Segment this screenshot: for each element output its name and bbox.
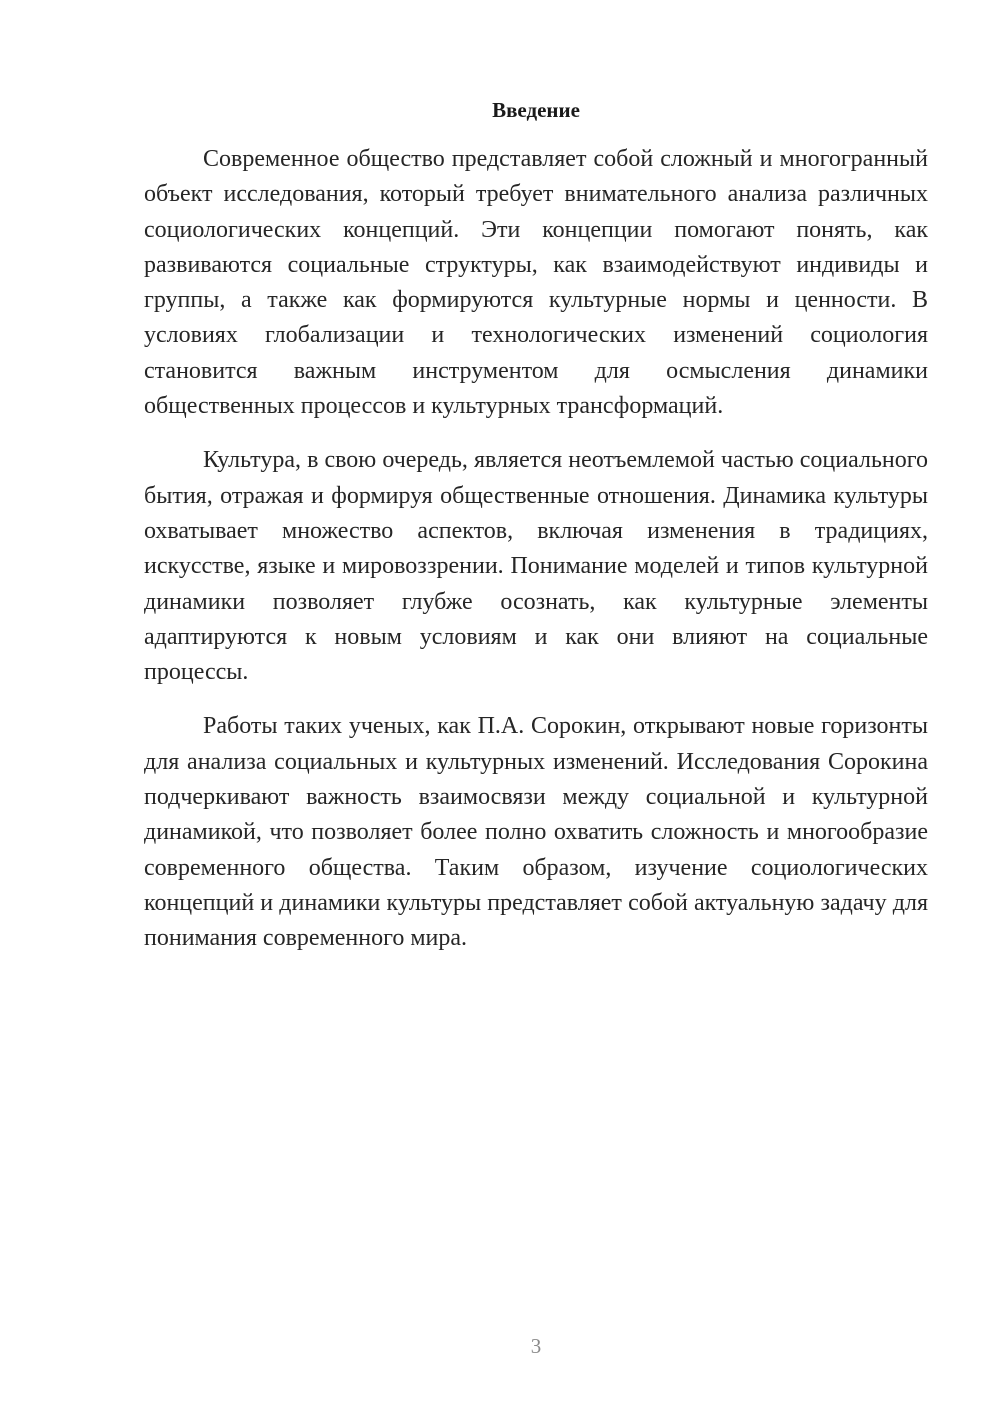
page-number: 3 (530, 1334, 542, 1358)
paragraph-3: Работы таких ученых, как П.А. Сорокин, открывают новые горизонты для анализа социальных и культурных изменений. Исследования Сорокина подчеркивают важность взаимосвязи между социальной и культурной динамикой, что позволяет более полно охватить сложность и многообразие современного общества. Таким образом, изучение социологических концепций и динамики культуры представляет собой актуальную задачу для понимания современного мира. (144, 713, 928, 952)
body-text (144, 142, 928, 976)
paragraph-2: Культура, в свою очередь, является неотъемлемой частью социального бытия, отражая и формируя общественные отношения. Динамика культуры охватывает множество аспектов, включая изменения в традициях, искусстве, языке и мировоззрении. Понимание моделей и типов культурной динамики позволяет глубже осознать, как культурные элементы адаптируются к новым условиям и как они влияют на социальные процессы. (144, 447, 928, 686)
paragraph-1: Современное общество представляет собой сложный и многогранный объект исследования, который требует внимательного анализа различных социологических концепций. Эти концепции помогают понять, как развиваются социальные структуры, как взаимодействуют индивиды и группы, а также как формируются культурные нормы и ценности. В условиях глобализации и технологических изменений социология становится важным инструментом для осмысления динамики общественных процессов и культурных трансформаций. (144, 146, 928, 420)
section-heading: Введение (492, 98, 580, 122)
